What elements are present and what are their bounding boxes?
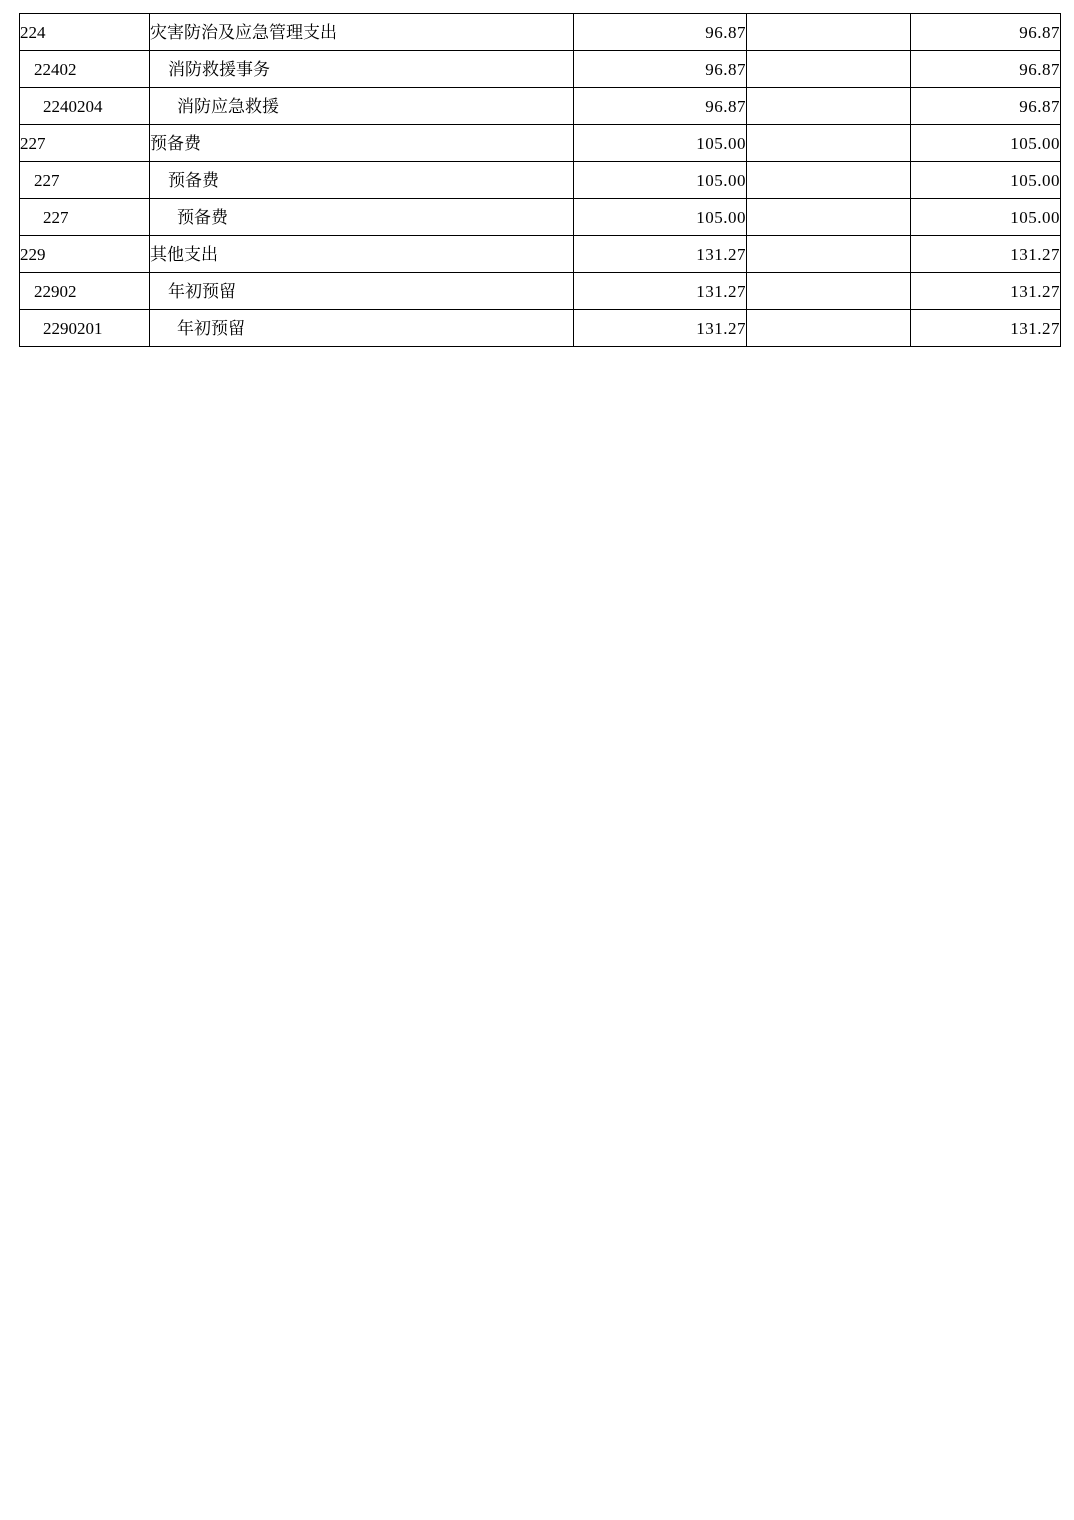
code-cell: 227: [20, 162, 150, 199]
table-row: [20, 88, 1061, 125]
name-cell: 预备费: [150, 162, 574, 199]
amount-a-cell: 105.00: [574, 125, 747, 162]
table-row: [20, 236, 1061, 273]
amount-a-cell: 96.87: [574, 51, 747, 88]
code-cell: 229: [20, 236, 150, 273]
name-cell: 灾害防治及应急管理支出: [150, 14, 574, 51]
budget-table: [19, 13, 1061, 347]
amount-b-cell: 96.87: [911, 88, 1061, 125]
table-row: [20, 14, 1061, 51]
empty-cell: [747, 88, 911, 125]
amount-b-cell: 105.00: [911, 199, 1061, 236]
amount-b-cell: 131.27: [911, 236, 1061, 273]
name-cell: 消防救援事务: [150, 51, 574, 88]
empty-cell: [747, 310, 911, 347]
amount-a-cell: 105.00: [574, 162, 747, 199]
table-row: [20, 273, 1061, 310]
empty-cell: [747, 236, 911, 273]
code-cell: 224: [20, 14, 150, 51]
amount-b-cell: 131.27: [911, 310, 1061, 347]
amount-b-cell: 131.27: [911, 273, 1061, 310]
code-cell: 227: [20, 199, 150, 236]
table-row: [20, 125, 1061, 162]
name-cell: 年初预留: [150, 310, 574, 347]
code-cell: 227: [20, 125, 150, 162]
amount-a-cell: 131.27: [574, 236, 747, 273]
empty-cell: [747, 199, 911, 236]
table-row: [20, 310, 1061, 347]
name-cell: 消防应急救援: [150, 88, 574, 125]
table-row: [20, 51, 1061, 88]
empty-cell: [747, 51, 911, 88]
amount-b-cell: 96.87: [911, 51, 1061, 88]
name-cell: 预备费: [150, 125, 574, 162]
amount-a-cell: 96.87: [574, 88, 747, 125]
code-cell: 22402: [20, 51, 150, 88]
name-cell: 年初预留: [150, 273, 574, 310]
amount-a-cell: 96.87: [574, 14, 747, 51]
table-row: [20, 162, 1061, 199]
name-cell: 其他支出: [150, 236, 574, 273]
code-cell: 22902: [20, 273, 150, 310]
amount-b-cell: 105.00: [911, 162, 1061, 199]
code-cell: 2240204: [20, 88, 150, 125]
empty-cell: [747, 273, 911, 310]
empty-cell: [747, 14, 911, 51]
table-row: [20, 199, 1061, 236]
amount-b-cell: 105.00: [911, 125, 1061, 162]
amount-b-cell: 96.87: [911, 14, 1061, 51]
code-cell: 2290201: [20, 310, 150, 347]
empty-cell: [747, 162, 911, 199]
amount-a-cell: 105.00: [574, 199, 747, 236]
name-cell: 预备费: [150, 199, 574, 236]
amount-a-cell: 131.27: [574, 310, 747, 347]
empty-cell: [747, 125, 911, 162]
amount-a-cell: 131.27: [574, 273, 747, 310]
